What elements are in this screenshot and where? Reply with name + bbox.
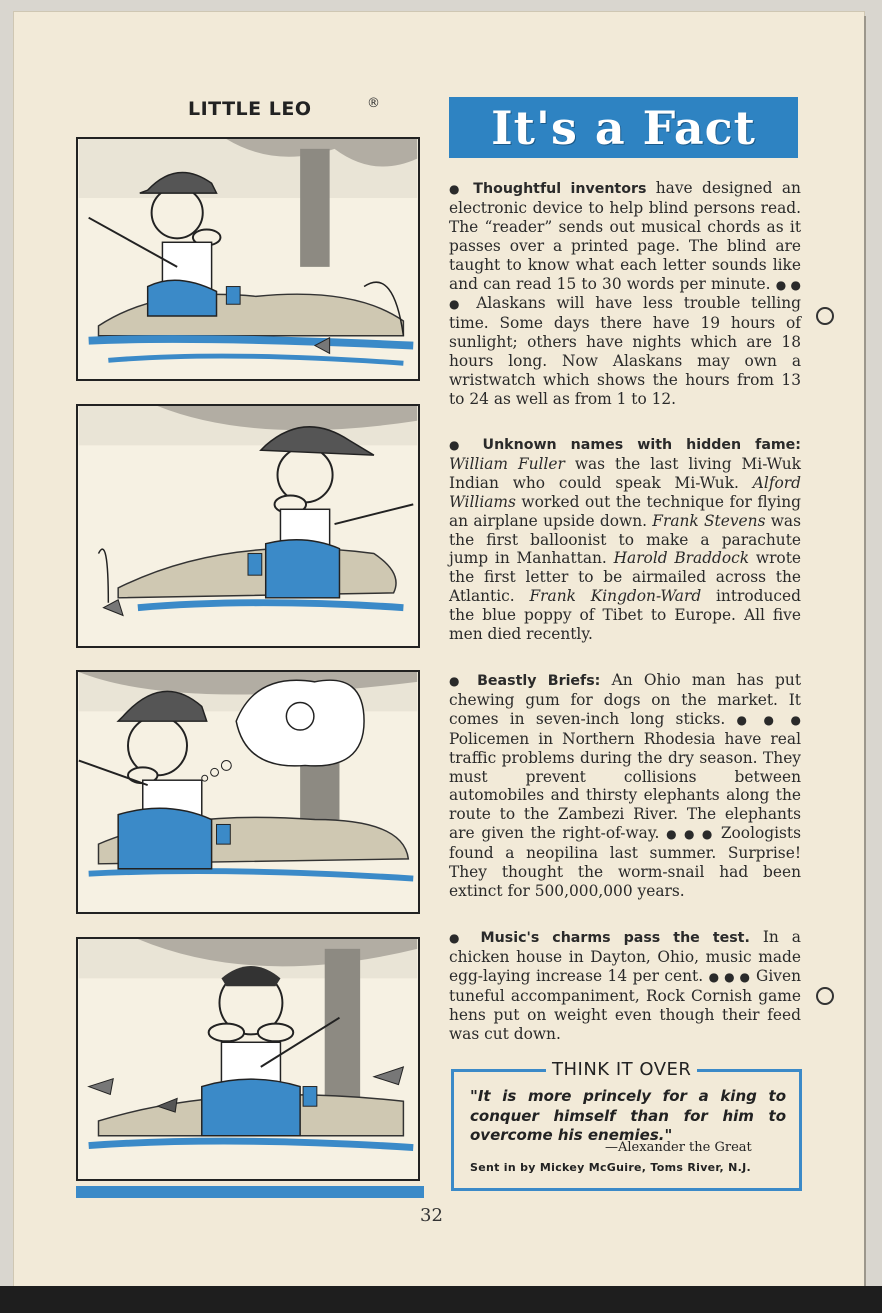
separator-dots: ● ● ● xyxy=(736,712,802,727)
person-name: William Fuller xyxy=(449,454,565,473)
page-bottom-edge xyxy=(0,1286,882,1313)
fact-paragraph-beastly xyxy=(449,671,801,901)
fact-paragraph-music xyxy=(449,928,801,1043)
panel-3-drawing xyxy=(78,672,418,912)
separator-dots: ● ● ● xyxy=(666,827,715,842)
fact-text: Given tuneful accompaniment, Rock Cornish game hens put on weight even though their feed was cut down. xyxy=(449,966,801,1043)
fact-lead: Music's charms pass the test. xyxy=(480,930,750,946)
fact-text: introduced the blue poppy of Tibet to Europe. All five men died recently. xyxy=(449,587,801,644)
fact-text: An Ohio man has put chewing gum for dogs on the market. It comes in seven-inch long sticks. xyxy=(449,671,801,728)
comic-panel-4 xyxy=(76,937,420,1181)
fact-paragraph-names xyxy=(449,435,801,644)
facts-banner: It's a Fact xyxy=(449,97,798,158)
fact-text: wrote the first letter to be airmailed across the Atlantic. xyxy=(449,549,801,606)
binder-hole-icon xyxy=(816,307,834,325)
bullet-icon: ● xyxy=(449,182,464,196)
fact-text: have designed an electronic device to help blind persons read. The “reader” sends out musical chords as it passes over a printed page. The blind are taught to know what each letter sounds like and can read 15 to 30 words per minute. xyxy=(449,179,801,293)
person-name: Alford Williams xyxy=(449,473,801,511)
comic-panel-2 xyxy=(76,404,420,648)
person-name: Frank Stevens xyxy=(652,511,766,530)
fact-lead: Thoughtful inventors xyxy=(473,181,647,197)
fact-text: In a chicken house in Dayton, Ohio, music made egg-laying increase 14 per cent. xyxy=(449,928,801,985)
page-number: 32 xyxy=(420,1205,443,1226)
panel-1-drawing xyxy=(78,139,418,379)
fact-text: was the last living Mi-Wuk Indian who could speak Mi-Wuk. xyxy=(449,454,801,492)
fact-lead: Unknown names with hidden fame: xyxy=(482,437,801,453)
comic-panel-3 xyxy=(76,670,420,914)
panel-4-drawing xyxy=(78,939,418,1179)
registered-mark: ® xyxy=(367,96,380,111)
bullet-icon: ● xyxy=(449,438,469,452)
comic-bottom-bar xyxy=(76,1186,424,1198)
bullet-icon: ● xyxy=(449,674,466,688)
quote-text: "It is more princely for a king to conquer himself than for him to overcome his enemies." xyxy=(470,1087,786,1144)
fact-text: Alaskans will have less trouble telling time. Some days there have 19 hours of sunlight; others have nights which are 18 hours long. Now Alaskans may own a wristwatch which shows the hours from 13 to 24 as well as from 1 to 12. xyxy=(449,294,801,408)
quote-author: —Alexander the Great xyxy=(605,1140,752,1155)
sent-in-credit: Sent in by Mickey McGuire, Toms River, N.J. xyxy=(470,1161,751,1174)
think-it-over-title: THINK IT OVER xyxy=(546,1059,697,1080)
separator-dots: ● ● ● xyxy=(708,969,751,984)
fact-text: Zoologists found a neopilina last summer. Surprise! They thought the worm-snail had been extinct for 500,000,000 years. xyxy=(449,824,802,900)
fact-text: Policemen in Northern Rhodesia have real traffic problems during the dry season. They must prevent collisions between automobiles and thirsty elephants along the route to the Zambezi River. The elephants are given the right-of-way. xyxy=(449,729,801,843)
comic-title: LITTLE LEO xyxy=(188,98,312,120)
binder-hole-icon xyxy=(816,987,834,1005)
fact-lead: Beastly Briefs: xyxy=(477,673,601,689)
person-name: Harold Braddock xyxy=(613,549,750,568)
person-name: Frank Kingdon-Ward xyxy=(529,587,702,606)
fact-text: was the first balloonist to make a parachute jump in Manhattan. xyxy=(449,511,801,568)
fact-paragraph-inventors xyxy=(449,179,801,409)
panel-2-drawing xyxy=(78,406,418,646)
fact-text: worked out the technique for flying an airplane upside down. xyxy=(449,492,801,530)
comic-panel-1 xyxy=(76,137,420,381)
bullet-icon: ● xyxy=(449,931,468,945)
separator-dots: ● ● ● xyxy=(449,277,801,312)
